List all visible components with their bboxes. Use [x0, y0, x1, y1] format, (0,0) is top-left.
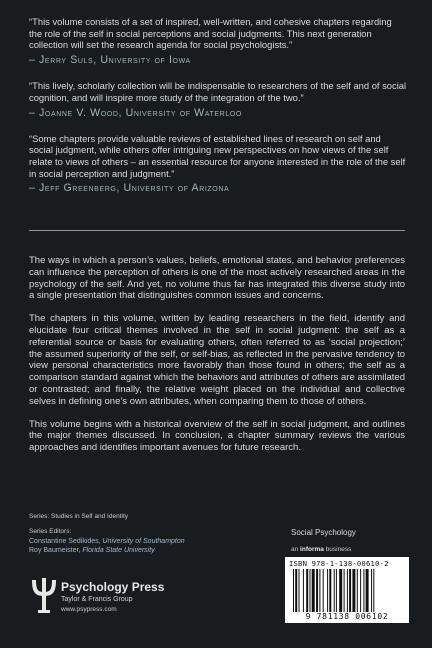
publisher-url: www.psypress.com — [61, 606, 117, 613]
barcode-bar — [344, 569, 345, 612]
series-label: Series: Studies in Self and Identity — [29, 513, 129, 520]
barcode-bar — [347, 569, 348, 612]
barcode-bar — [323, 569, 324, 612]
publisher-name: Psychology Press — [61, 580, 165, 594]
editor-affiliation: University of Southampton — [102, 538, 185, 545]
publisher-logo — [29, 576, 199, 618]
barcode-bar — [293, 569, 294, 612]
editor-name: Roy Baumeister, — [29, 547, 83, 554]
barcode-bar — [357, 569, 358, 612]
isbn-label: ISBN 978-1-138-00610-2 — [289, 559, 389, 568]
informa-suffix: business — [323, 546, 352, 553]
informa-prefix: an — [291, 546, 301, 553]
editor-affiliation: Florida State University — [82, 547, 155, 554]
barcode-bars — [293, 569, 403, 612]
psi-icon — [29, 576, 59, 616]
book-description — [29, 255, 405, 465]
endorsements — [29, 16, 407, 208]
editor-name: Constantine Sedikides, — [29, 538, 103, 545]
barcode-bar — [371, 569, 372, 612]
barcode-bar — [349, 569, 351, 612]
subject-category: Social Psychology — [291, 528, 356, 537]
informa-brand: informa — [300, 546, 324, 553]
endorsement-attribution: – Joanne V. Wood, University of Waterloo — [29, 106, 242, 119]
series-editor — [29, 538, 185, 545]
barcode-bar — [329, 569, 331, 612]
barcode-bar — [366, 569, 369, 612]
endorsement-quote: “This lively, scholarly collection will be indispensable to researchers of the self and of social cognition, and will inspire more study of the integration of the two.” — [29, 80, 407, 103]
barcode-bar — [339, 569, 342, 612]
informa-tagline — [291, 546, 351, 553]
barcode-bar — [310, 569, 311, 612]
series-editors-label: Series Editors: — [29, 528, 72, 535]
barcode-bar — [334, 569, 335, 612]
isbn-barcode — [285, 557, 409, 623]
barcode-bar — [316, 569, 318, 612]
barcode-bar — [360, 569, 361, 612]
barcode-bar — [336, 569, 337, 612]
endorsement-quote: “This volume consists of a set of inspired, well-written, and cohesive chapters regarding the role of the self in social perceptions and social judgments. This next generation collection will set the research agenda for social psychologists.” — [29, 16, 392, 51]
endorsement-attribution: – Jeff Greenberg, University of Arizona — [29, 182, 230, 195]
barcode-bar — [363, 569, 364, 612]
publisher-subtitle: Taylor & Francis Group — [61, 596, 133, 603]
barcode-bar — [312, 569, 315, 612]
endorsement-quote: “Some chapters provide valuable reviews of established lines of research on self and social judgment, while others offer intriguing new perspectives on how views of the self relate to views of others – an essential resource for anyone interested in the role of the self in social perception and judgment.” — [29, 132, 406, 179]
description-paragraph: This volume begins with a historical overview of the self in social judgment, and outlines the major themes discussed. In conclusion, a chapter summary reviews the various approaches and identifies important avenues for future research. — [29, 418, 405, 454]
barcode-bar — [327, 569, 328, 612]
endorsement — [29, 16, 407, 67]
barcode-digits: 9 781138 006102 — [305, 612, 389, 621]
series-editor — [29, 547, 155, 554]
endorsement-attribution: – Jerry Suls, University of Iowa — [29, 54, 191, 67]
description-paragraph: The ways in which a person’s values, beliefs, emotional states, and behavior preferences can influence the perception of others is one of the most actively researched areas in the psychology of the self. And yet, no volume thus far has integrated this diverse study into a single presentation that distinguishes common issues and concerns. — [29, 255, 405, 302]
description-paragraph: The chapters in this volume, written by leading researchers in the field, identify and elucidate four critical themes involved in the self in social judgment: the self as a referential source or basis for evaluating others, often referred to as ‘social projection;’ the assumed superiority of the self, or self-bias, as reflected in the pervasive tendency to view personal characteristics more favorably than those found in others; the self as a comparison standard against which the behaviors and attributes of others are assimilated or contrasted; and finally, the relative weight placed on the individual and collective selves in defining one’s own attributes, when comparing them to those of others. — [29, 313, 405, 407]
barcode-bar — [295, 569, 297, 612]
barcode-bar — [303, 569, 304, 612]
barcode-bar — [299, 569, 300, 612]
divider — [29, 230, 405, 231]
endorsement — [29, 80, 407, 119]
barcode-bar — [319, 569, 320, 612]
endorsement — [29, 133, 407, 196]
barcode-bar — [306, 569, 308, 612]
barcode-bar — [352, 569, 355, 612]
barcode-bar — [373, 569, 374, 612]
